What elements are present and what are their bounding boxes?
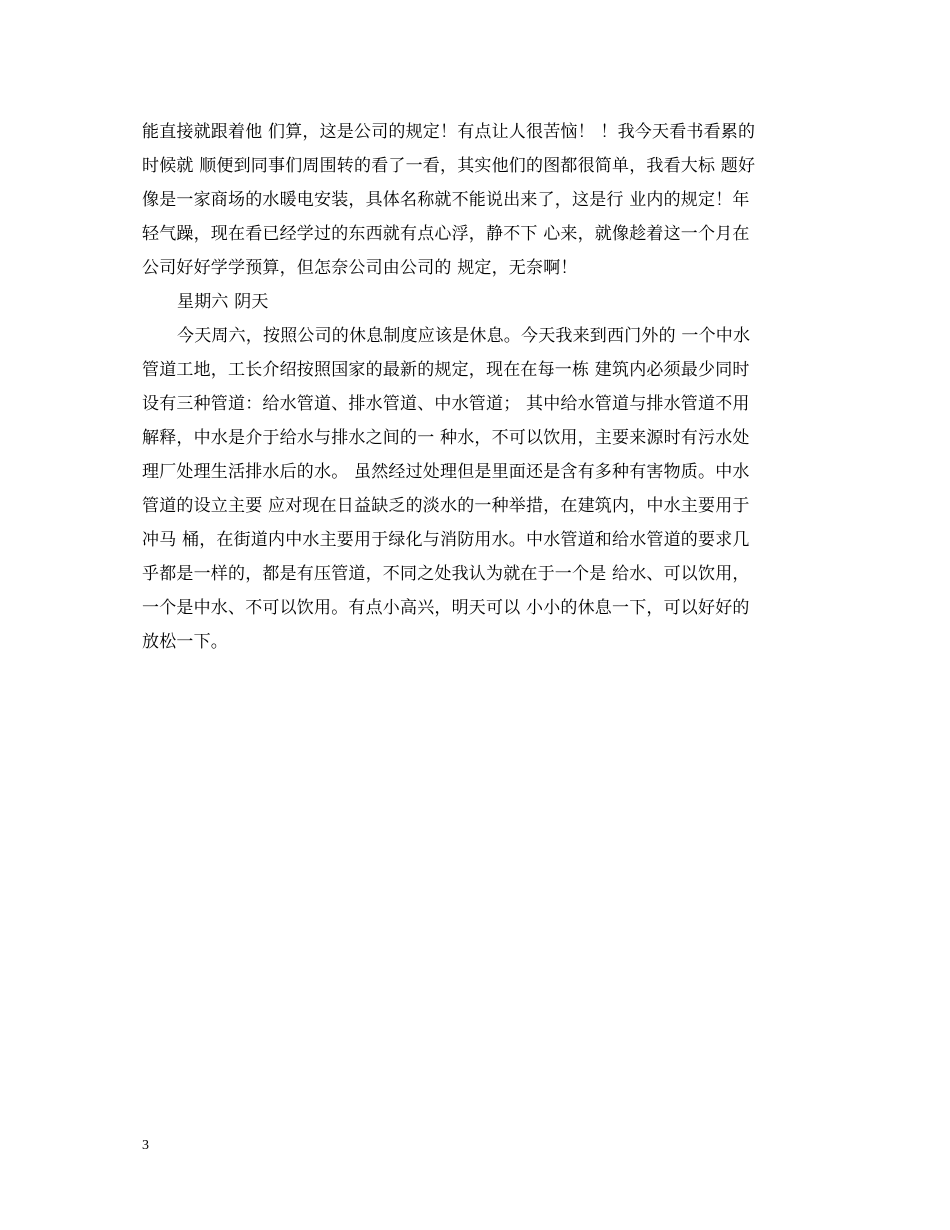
text-line: 放松一下。 bbox=[142, 632, 228, 652]
text-line: 能直接就跟着他 们算，这是公司的规定！有点让人很苦恼！ ！我今天看书看累的 bbox=[142, 122, 756, 142]
text-line: 轻气躁，现在看已经学过的东西就有点心浮，静不下 心来，就像趁着这一个月在 bbox=[142, 224, 750, 244]
text-line: 时候就 顺便到同事们周围转的看了一看，其实他们的图都很简单，我看大标 题好 bbox=[142, 156, 756, 176]
text-line: 解释，中水是介于给水与排水之间的一 种水，不可以饮用，主要来源时有污水处 bbox=[142, 428, 750, 448]
page-number: 3 bbox=[142, 1138, 149, 1153]
text-line: 今天周六，按照公司的休息制度应该是休息。今天我来到西门外的 一个中水 bbox=[177, 326, 751, 346]
text-line: 冲马 桶，在街道内中水主要用于绿化与消防用水。中水管道和给水管道的要求几 bbox=[142, 530, 750, 550]
text-line: 像是一家商场的水暖电安装，具体名称就不能说出来了，这是行 业内的规定！年 bbox=[142, 190, 750, 210]
text-line: 乎都是一样的，都是有压管道，不同之处我认为就在于一个是 给水、可以饮用， bbox=[142, 564, 750, 584]
body-text bbox=[142, 115, 812, 659]
text-line: 设有三种管道：给水管道、排水管道、中水管道； 其中给水管道与排水管道不用 bbox=[142, 394, 750, 414]
text-line: 理厂处理生活排水后的水。 虽然经过处理但是里面还是含有多种有害物质。中水 bbox=[142, 462, 750, 482]
text-line: 管道工地，工长介绍按照国家的最新的规定，现在在每一栋 建筑内必须最少同时 bbox=[142, 360, 750, 380]
text-line: 公司好好学学预算，但怎奈公司由公司的 规定，无奈啊！ bbox=[142, 258, 578, 278]
text-line: 管道的设立主要 应对现在日益缺乏的淡水的一种举措，在建筑内，中水主要用于 bbox=[142, 496, 750, 516]
section-heading: 星期六 阴天 bbox=[177, 292, 269, 312]
text-line: 一个是中水、不可以饮用。有点小高兴，明天可以 小小的休息一下，可以好好的 bbox=[142, 598, 750, 618]
